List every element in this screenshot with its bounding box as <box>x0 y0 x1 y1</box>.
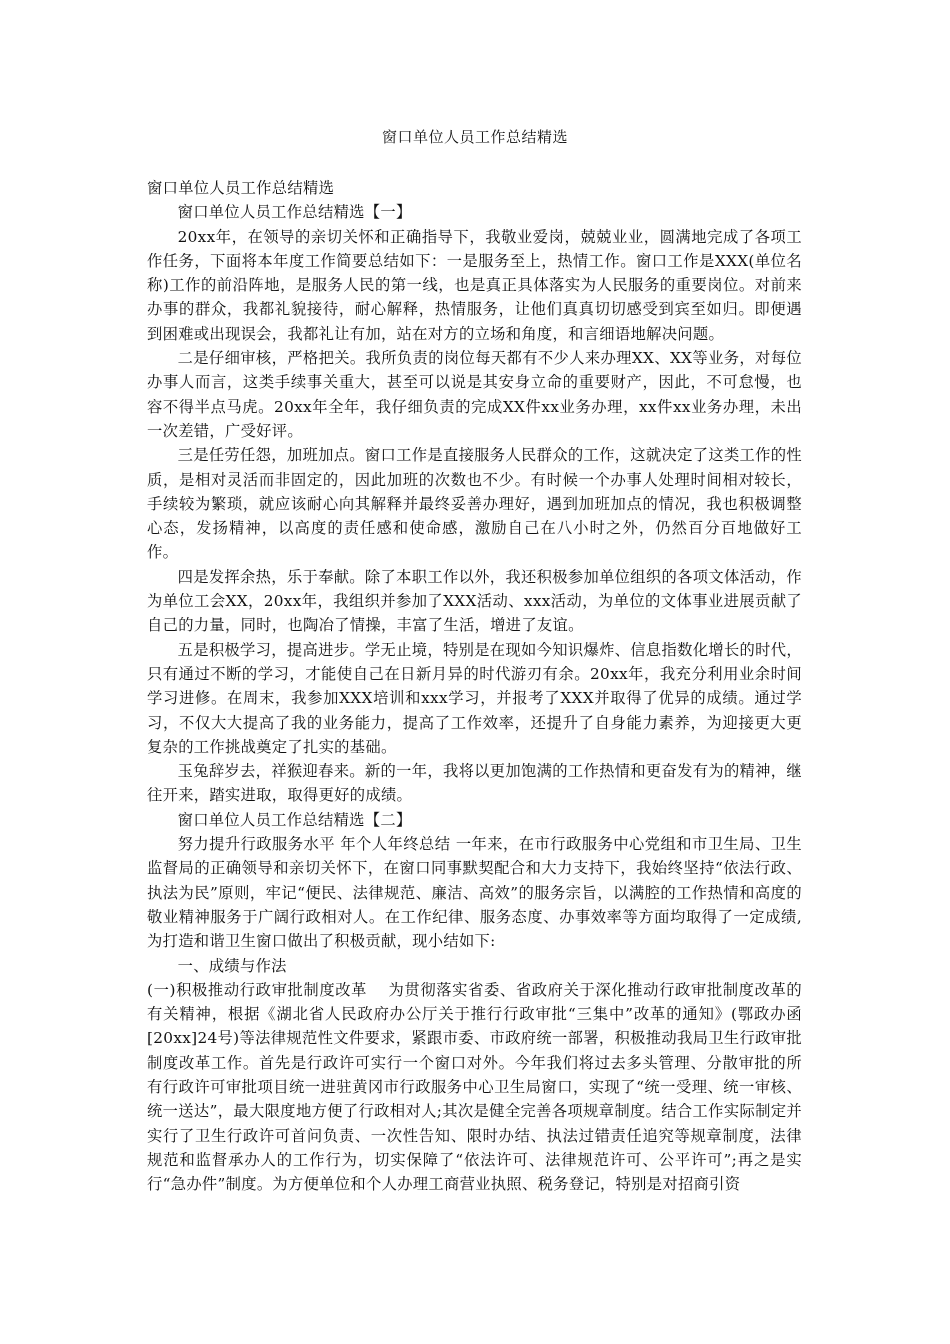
paragraph: 三是任劳任怨，加班加点。窗口工作是直接服务人民群众的工作，这就决定了这类工作的性质，是相对灵活而非固定的，因此加班的次数也不少。有时候一个办事人处理时间相对较长，手续较为繁琐，就应该耐心向其解释并最终妥善办理好，遇到加班加点的情况，我也积极调整心态，发扬精神，以高度的责任感和使命感，激励自己在八小时之外，仍然百分百地做好工作。 <box>147 446 802 562</box>
paragraph: (一)积极推动行政审批制度改革 为贯彻落实省委、省政府关于深化推动行政审批制度改革的有关精神，根据《湖北省人民政府办公厅关于推行行政审批“三集中”改革的通知》(鄂政办函[20xx]24号)等法律规范性文件要求，紧跟市委、市政府统一部署，积极推动我局卫生行政审批制度改革工作。首先是行政许可实行一个窗口对外。今年我们将过去多头管理、分散审批的所有行政许可审批项目统一进驻黄冈市行政服务中心卫生局窗口，实现了“统一受理、统一审核、统一送达”，最大限度地方便了行政相对人;其次是健全完善各项规章制度。结合工作实际制定并实行了卫生行政许可首问负责、一次性告知、限时办结、执法过错责任追究等规章制度，法律规范和监督承办人的工作行为，切实保障了“依法许可、法律规范许可、公平许可”;再之是实行“急办件”制度。为方便单位和个人办理工商营业执照、税务登记，特别是对招商引资 <box>147 980 802 1194</box>
paragraph: 窗口单位人员工作总结精选【二】 <box>177 810 412 829</box>
paragraph: 窗口单位人员工作总结精选【一】 <box>177 203 412 222</box>
document-title: 窗口单位人员工作总结精选 <box>381 128 568 146</box>
paragraph: 一、成绩与作法 <box>177 956 287 975</box>
paragraph: 五是积极学习，提高进步。学无止境，特别是在现如今知识爆炸、信息指数化增长的时代，只有通过不断的学习，才能使自己在日新月异的时代游刃有余。20xx年，我充分利用业余时间学习进修。在周末，我参加XXX培训和xxx学习，并报考了XXX并取得了优异的成绩。通过学习，不仅大大提高了我的业务能力，提高了工作效率，还提升了自身能力素养，为迎接更大更复杂的工作挑战奠定了扎实的基础。 <box>147 640 802 756</box>
paragraph: 玉兔辞岁去，祥猴迎春来。新的一年，我将以更加饱满的工作热情和更奋发有为的精神，继往开来，踏实进取，取得更好的成绩。 <box>147 762 802 805</box>
paragraph: 窗口单位人员工作总结精选 <box>147 179 335 197</box>
paragraph: 努力提升行政服务水平 年个人年终总结 一年来，在市行政服务中心党组和市卫生局、卫生监督局的正确领导和亲切关怀下，在窗口同事默契配合和大力支持下，我始终坚持“依法行政、执法为民”原则，牢记“便民、法律规范、廉洁、高效”的服务宗旨，以满腔的工作热情和高度的敬业精神服务于广阔行政相对人。在工作纪律、服务态度、办事效率等方面均取得了一定成绩,为打造和谐卫生窗口做出了积极贡献，现小结如下: <box>147 835 802 951</box>
document-body <box>147 176 802 1196</box>
paragraph: 四是发挥余热，乐于奉献。除了本职工作以外，我还积极参加单位组织的各项文体活动，作为单位工会XX，20xx年，我组织并参加了XXX活动、xxx活动，为单位的文体事业进展贡献了自己的力量，同时，也陶冶了情操，丰富了生活，增进了友谊。 <box>147 567 802 635</box>
paragraph: 20xx年，在领导的亲切关怀和正确指导下，我敬业爱岗，兢兢业业，圆满地完成了各项工作任务，下面将本年度工作简要总结如下：一是服务至上，热情工作。窗口工作是XXX(单位名称)工作的前沿阵地，是服务人民的第一线，也是真正具体落实为人民服务的重要岗位。对前来办事的群众，我都礼貌接待，耐心解释，热情服务，让他们真真切切感受到宾至如归。即便遇到困难或出现误会，我都礼让有加，站在对方的立场和角度，和言细语地解决问题。 <box>147 227 802 343</box>
paragraph: 二是仔细审核，严格把关。我所负责的岗位每天都有不少人来办理XX、XX等业务，对每位办事人而言，这类手续事关重大，甚至可以说是其安身立命的重要财产，因此，不可怠慢，也容不得半点马虎。20xx年全年，我仔细负责的完成XX件xx业务办理，xx件xx业务办理，未出一次差错，广受好评。 <box>147 349 802 440</box>
